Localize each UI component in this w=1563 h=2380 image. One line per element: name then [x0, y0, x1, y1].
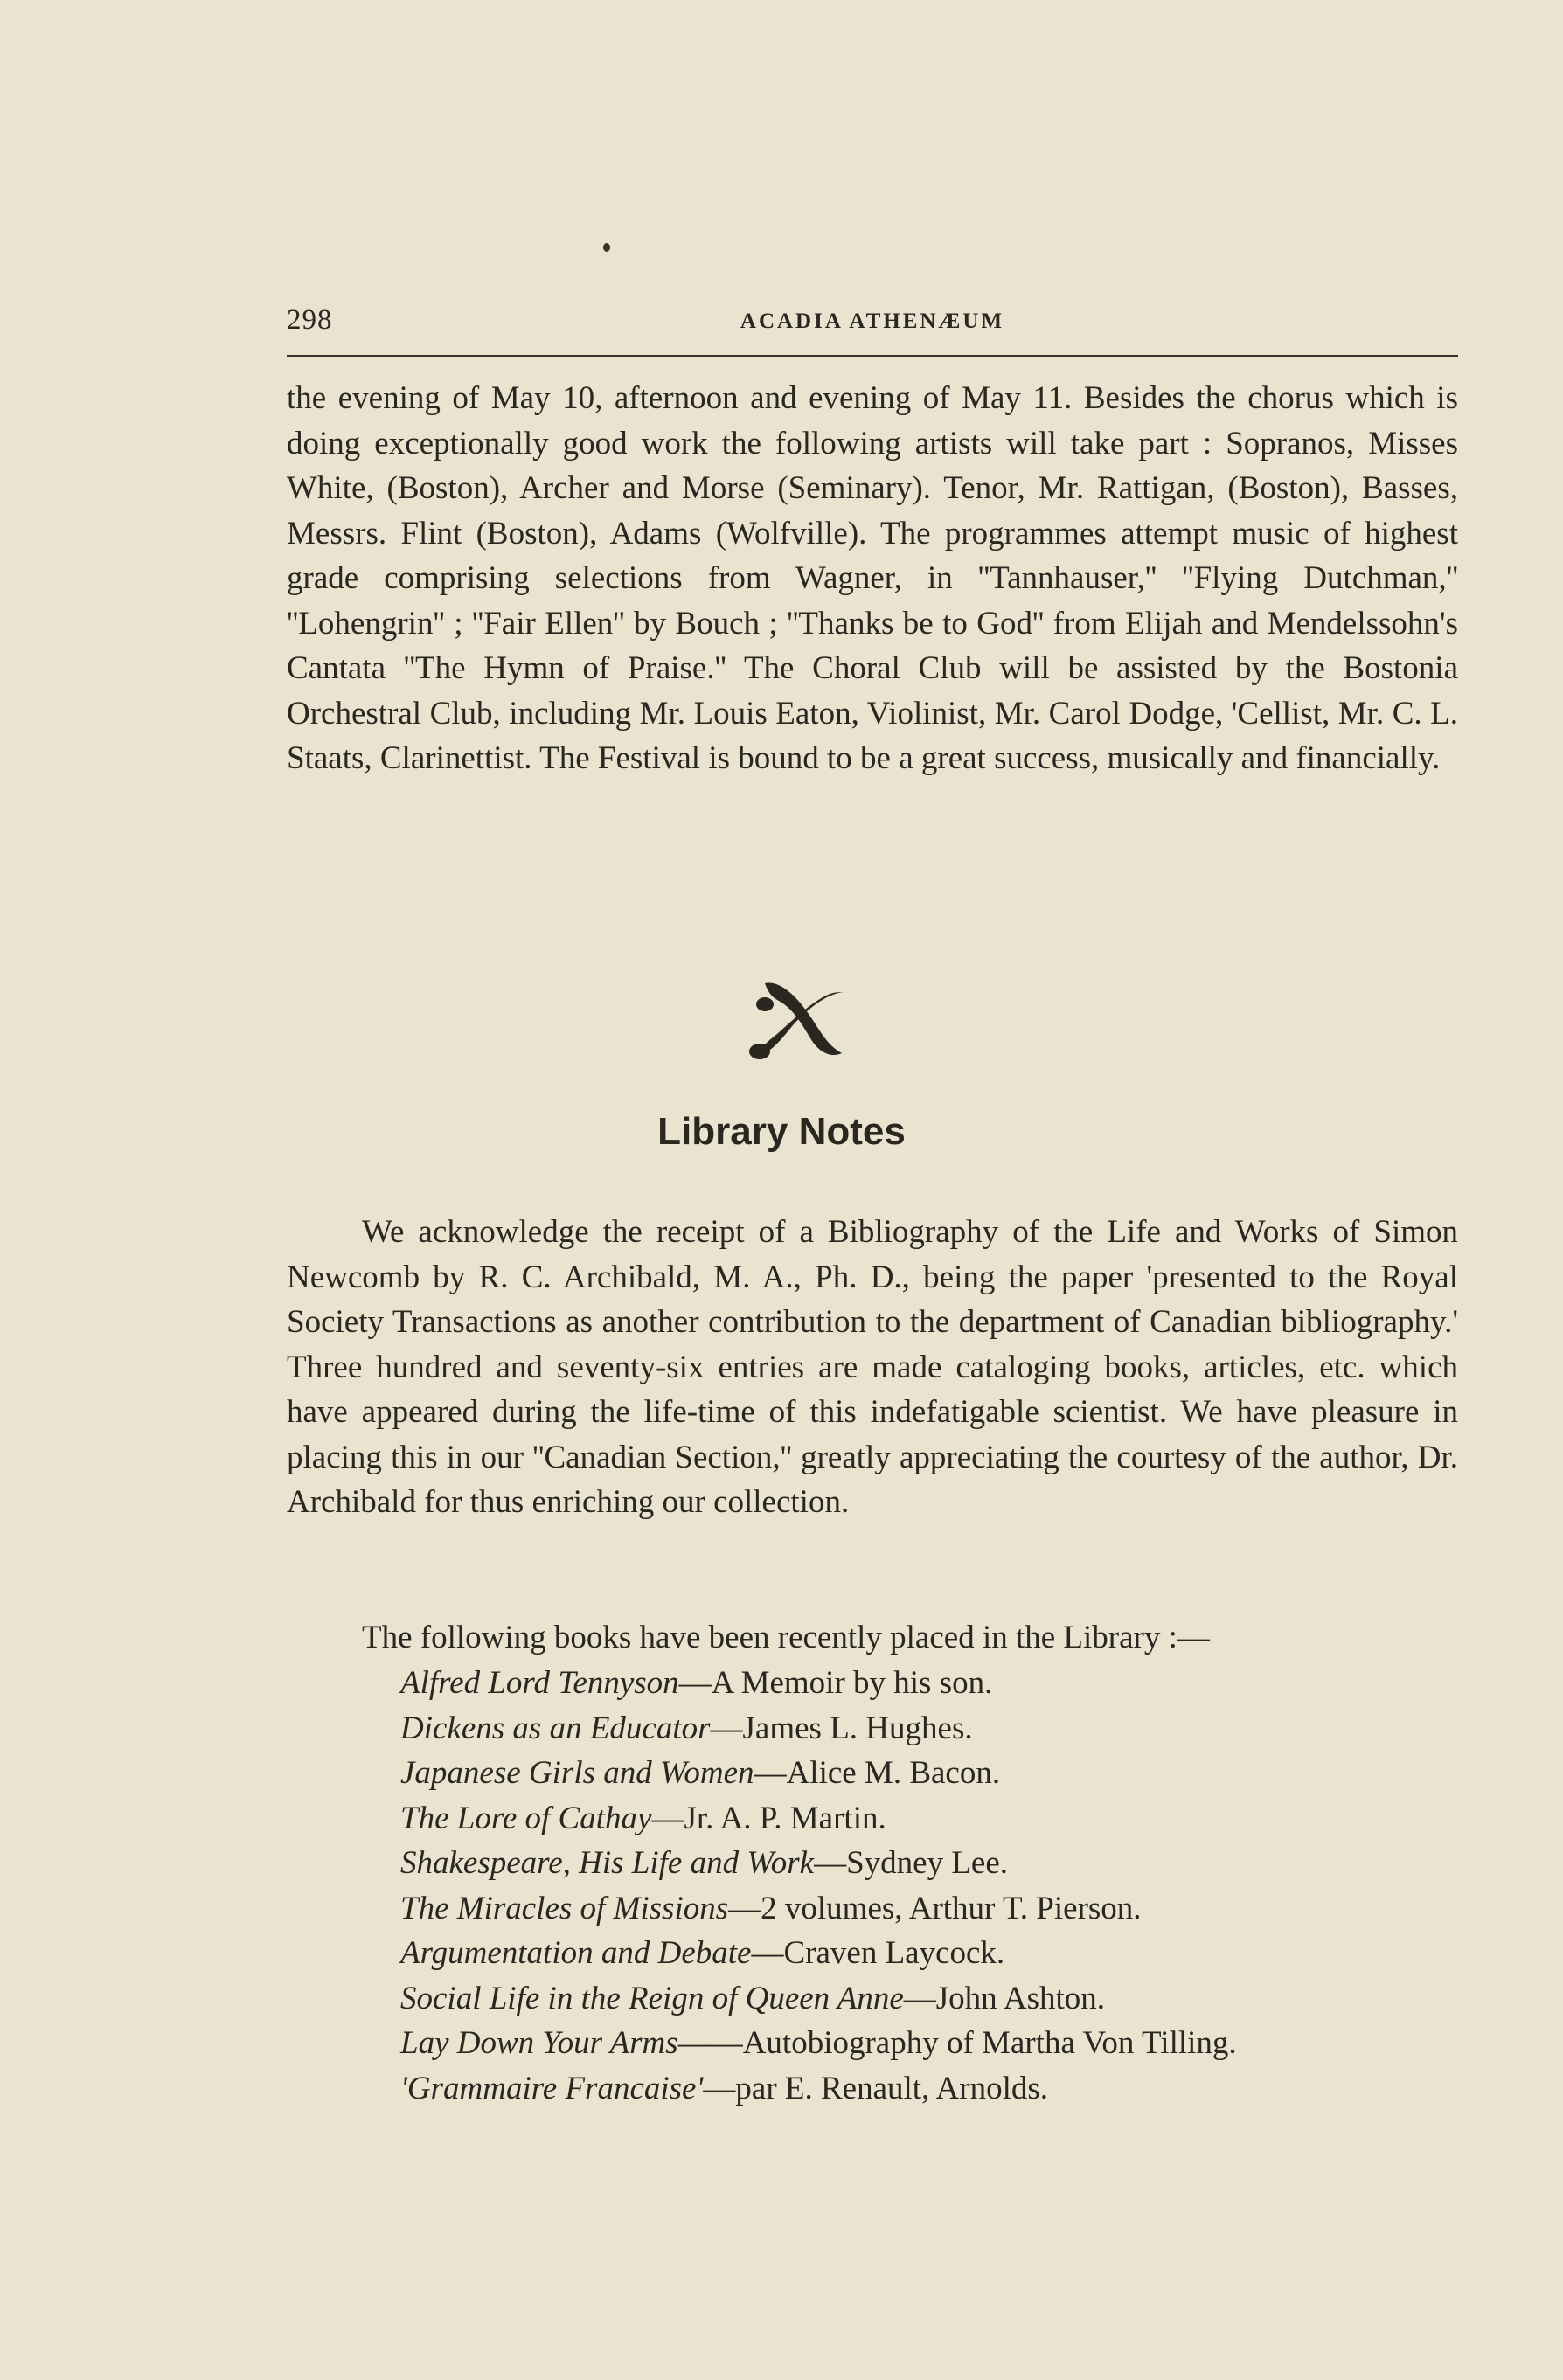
book-author: —John Ashton.: [903, 1980, 1106, 2016]
book-title: The Lore of Cathay: [400, 1800, 652, 1836]
fleuron-ornament-icon: [739, 975, 852, 1071]
book-title: Social Life in the Reign of Queen Anne: [400, 1980, 904, 2016]
list-item: [400, 2021, 1467, 2066]
running-title: ACADIA ATHENÆUM: [740, 309, 1005, 333]
list-item: [400, 1796, 1467, 1842]
stray-ink-dot: [603, 243, 610, 252]
book-title: 'Grammaire Francaise': [400, 2070, 704, 2106]
book-title: Alfred Lord Tennyson: [400, 1665, 679, 1701]
list-item: [400, 1661, 1467, 1706]
book-title: Dickens as an Educator: [400, 1710, 711, 1746]
list-item: [400, 1931, 1467, 1976]
page-number: 298: [287, 304, 333, 336]
book-author: —par E. Renault, Arnolds.: [703, 2070, 1048, 2106]
book-author: —James L. Hughes.: [710, 1710, 973, 1746]
book-author: —Alice M. Bacon.: [754, 1755, 1001, 1791]
page-header: [287, 304, 1458, 348]
book-author: ——Autobiography of Martha Von Tilling.: [677, 2025, 1237, 2061]
books-intro: The following books have been recently placed in the Library :—: [362, 1620, 1210, 1655]
list-item: [400, 1841, 1467, 1886]
book-title: The Miracles of Missions: [400, 1890, 729, 1926]
book-title: Japanese Girls and Women: [400, 1755, 754, 1791]
festival-paragraph: the evening of May 10, afternoon and evening of May 11. Besides the chorus which is doing exceptionally good work the following artists will take part : Sopranos, Misses White, (Boston), Archer and Morse (Seminary). Tenor, Mr. Rattigan, (Boston), Basses, Messrs. Flint (Boston), Adams (Wolfville). The programmes attempt music of highest grade comprising selections from Wagner, in ''Tannhauser,'' ''Flying Dutchman,'' ''Lohengrin'' ; ''Fair Ellen'' by Bouch ; ''Thanks be to God'' from Elijah and Mendelssohn's Cantata ''The Hymn of Praise.'' The Choral Club will be assisted by the Bostonia Orchestral Club, including Mr. Louis Eaton, Violinist, Mr. Carol Dodge, 'Cellist, Mr. C. L. Staats, Clarinettist. The Festival is bound to be a great success, musically and financially.: [287, 380, 1458, 776]
list-item: [400, 1976, 1467, 2022]
book-author: —A Memoir by his son.: [678, 1665, 993, 1701]
book-author: —Jr. A. P. Martin.: [651, 1800, 886, 1836]
book-title: Lay Down Your Arms: [400, 2025, 678, 2061]
section-title: Library Notes: [657, 1110, 906, 1153]
book-author: —Sydney Lee.: [814, 1845, 1009, 1881]
header-rule: [287, 355, 1458, 357]
book-list: [400, 1661, 1467, 2111]
list-item: [400, 1886, 1467, 1932]
list-item: [400, 1751, 1467, 1796]
list-item: [400, 1706, 1467, 1752]
bibliography-paragraph: We acknowledge the receipt of a Bibliography of the Life and Works of Simon Newcomb by R. C. Archibald, M. A., Ph. D., being the paper 'presented to the Royal Society Transactions as another contribution to the department of Canadian bibliography.' Three hundred and seventy-six entries are made cataloging books, articles, etc. which have appeared during the life-time of this indefatigable scientist. We have pleasure in placing this in our ''Canadian Section,'' greatly appreciating the courtesy of the author, Dr. Archibald for thus enriching our collection.: [287, 1214, 1458, 1520]
book-title: Shakespeare, His Life and Work: [400, 1845, 815, 1881]
book-title: Argumentation and Debate: [400, 1935, 752, 1971]
list-item: [400, 2066, 1467, 2112]
book-author: —Craven Laycock.: [751, 1935, 1005, 1971]
book-author: —2 volumes, Arthur T. Pierson.: [728, 1890, 1142, 1926]
